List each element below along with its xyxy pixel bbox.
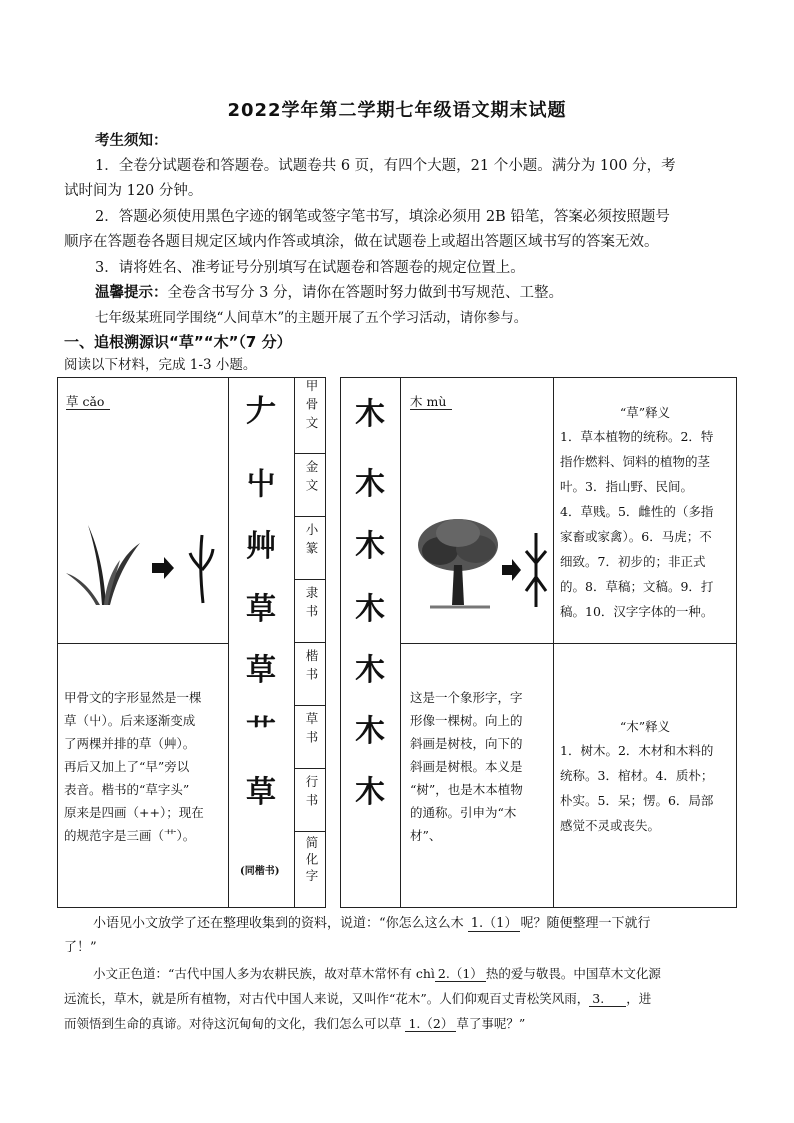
mu-glyph-cursive: 木 bbox=[355, 714, 385, 749]
blank-1-1[interactable]: 1.（1） bbox=[468, 916, 521, 932]
section-heading: 一、追根溯源识“草”“木”（7 分） bbox=[64, 333, 292, 351]
grass-illustration bbox=[60, 515, 225, 610]
mu-glyph-regular: 木 bbox=[355, 653, 385, 688]
dialogue-line-2: 了！” bbox=[64, 940, 97, 955]
dialogue-line-4: 远流长，草木，就是所有植物，对古代中国人来说，又叫作“花木”。人们仰观百丈青松笑风雨， 3. ，进 bbox=[64, 991, 652, 1006]
notice-item-2: 2．答题必须使用黑色字迹的钢笔或签字笔书写，填涂必须用 2B 铅笔，答案必须按照题号 bbox=[95, 209, 670, 225]
notice-item-1-cont: 试时间为 120 分钟。 bbox=[64, 183, 203, 199]
script-label-bronze: 金文 bbox=[304, 460, 319, 497]
cao-glyph-oracle: 𠂇 bbox=[246, 394, 276, 429]
tip-line bbox=[95, 283, 563, 303]
exam-page: 2022学年第二学期七年级语文期末试题 考生须知： 1．全卷分试题卷和答题卷。试题卷共 6 页，有四个大题，21 个小题。满分为 100 分，考 试时间为 120 分钟。 2．答题必须使用黑色字迹的钢笔或签字笔书写，填涂必须用 2B 铅笔，答案必须按照题号 顺序在答题卷各题目规定区域内作答或填涂，做在试题卷上或超出答题区域书写的答案无效。 3．请将姓名、准考证号分别填写在试题卷和答题卷的规定位置上。 温馨提示：全卷含书写分 3 分，请你在答题时努力做到书写规范、工整。 七年级某班同学围绕“人间草木”的主题开展了五个学习活动，请你参与。 一、追根溯源识“草”“木”（7 分） 阅读以下材料，完成 1-3 小题。 草 cǎo 甲骨文的字形显然是一棵 草（屮）。后来逐渐变成 了两棵并排的草（艸）。 再后又加上了“早”旁以 表音。楷书的“草字头” 原来是四画（++）；现在 的规范字是三画（艹）。 𠂇 屮 艸 草 草 艹 草 (同楷书) 甲骨文 金文 小篆 隶书 楷书 草书 行书 简化字 木 木 木 木 木 木 木 木 mù 这是一个象形字，字 形像一棵树。向上的 斜画是树枝，向下的 斜画是树根。本义是 “树”，也是木本植物 的通称。引申为“木 材”、 “草”释义 1．草本植物的统称。2．特 指作燃料、饲料的植物的茎 叶。3．指山野、民间。 4．草贱。5．雌性的（多指 家畜或家禽）。6．马虎；不 细致。7．初步的；非正式 的。8．草稿；文稿。9．打 稿。10．汉字字体的一种。 “木”释义 1．树木。2．木材和木料的 统称。3．棺材。4．质朴； 朴实。5．呆；愣。6．局部 感觉不灵或丧失。 小语见小文放学了还在整理收集到的资料，说道：“你怎么这么木 1.（1） 呢？随便整理一下就行 了！” 小文正色道：“古代中国人多为农耕民族，故对草木常怀有 chì 2.（1） 热的爱与敬畏。中国草木文化源 远流长，草木，就是所有植物，对古代中国人来说，又叫作“花木”。人们仰观百丈青松笑风雨， 3. ，进 而领悟到生命的真谛。对待这沉甸甸的文化，我们怎么可以草 1.（2） 草了事呢？” bbox=[0, 0, 794, 1123]
cao-glyph-running: 草 bbox=[246, 775, 276, 810]
mu-glyph-clerical: 木 bbox=[355, 592, 385, 627]
script-label-cursive: 草书 bbox=[304, 712, 319, 749]
mu-glyph-running: 木 bbox=[355, 775, 385, 810]
blank-2-1[interactable]: 2.（1） bbox=[435, 966, 486, 982]
notice-item-2-cont: 顺序在答题卷各题目规定区域内作答或填涂，做在试题卷上或超出答题区域书写的答案无效。 bbox=[64, 234, 659, 250]
dialogue-line-5: 而领悟到生命的真谛。对待这沉甸甸的文化，我们怎么可以草 1.（2） 草了事呢？” bbox=[64, 1016, 526, 1031]
mu-label: 木 mù bbox=[410, 392, 452, 410]
intro-text: 七年级某班同学围绕“人间草木”的主题开展了五个学习活动，请你参与。 bbox=[95, 310, 528, 326]
notice-item-1: 1．全卷分试题卷和答题卷。试题卷共 6 页，有四个大题，21 个小题。满分为 100 分，考 bbox=[95, 158, 676, 174]
section-instruction: 阅读以下材料，完成 1-3 小题。 bbox=[64, 357, 257, 373]
cao-defs-heading: “草”释义 bbox=[619, 405, 671, 420]
mu-defs-heading: “木”释义 bbox=[619, 719, 671, 734]
cao-label: 草 cǎo bbox=[66, 392, 110, 410]
script-label-running: 行书 bbox=[304, 775, 319, 812]
tip-text: 全卷含书写分 3 分，请你在答题时努力做到书写规范、工整。 bbox=[167, 285, 563, 301]
mu-glyph-bronze: 木 bbox=[355, 467, 385, 502]
cao-glyph-bronze: 屮 bbox=[246, 467, 276, 502]
notice-heading: 考生须知： bbox=[95, 133, 168, 149]
cao-glyph-regular: 草 bbox=[246, 653, 276, 688]
cao-simplified-note: (同楷书) bbox=[240, 866, 280, 877]
cao-glyph-cursive: 艹 bbox=[246, 714, 276, 749]
page-title: 2022学年第二学期七年级语文期末试题 bbox=[227, 100, 567, 121]
dialogue-line-1: 小语见小文放学了还在整理收集到的资料，说道：“你怎么这么木 1.（1） 呢？随便整理一下就行 bbox=[93, 916, 651, 931]
script-label-regular: 楷书 bbox=[304, 649, 319, 686]
mu-glyph-oracle: 木 bbox=[355, 397, 385, 432]
mu-glyph-seal: 木 bbox=[355, 529, 385, 564]
tip-label: 温馨提示： bbox=[95, 285, 168, 301]
notice-item-3: 3．请将姓名、准考证号分别填写在试题卷和答题卷的规定位置上。 bbox=[95, 260, 525, 276]
script-label-seal: 小篆 bbox=[304, 523, 319, 560]
blank-3[interactable]: 3. bbox=[589, 991, 626, 1007]
script-label-oracle: 甲骨文 bbox=[304, 379, 319, 435]
cao-glyph-clerical: 草 bbox=[246, 592, 276, 627]
tree-illustration bbox=[410, 515, 550, 615]
script-label-simplified: 简化字 bbox=[304, 836, 319, 886]
cao-glyph-seal: 艸 bbox=[246, 529, 276, 564]
script-label-clerical: 隶书 bbox=[304, 586, 319, 623]
blank-1-2[interactable]: 1.（2） bbox=[405, 1016, 456, 1032]
dialogue-line-3: 小文正色道：“古代中国人多为农耕民族，故对草木常怀有 chì 2.（1） 热的爱与敬畏。中国草木文化源 bbox=[93, 966, 661, 981]
